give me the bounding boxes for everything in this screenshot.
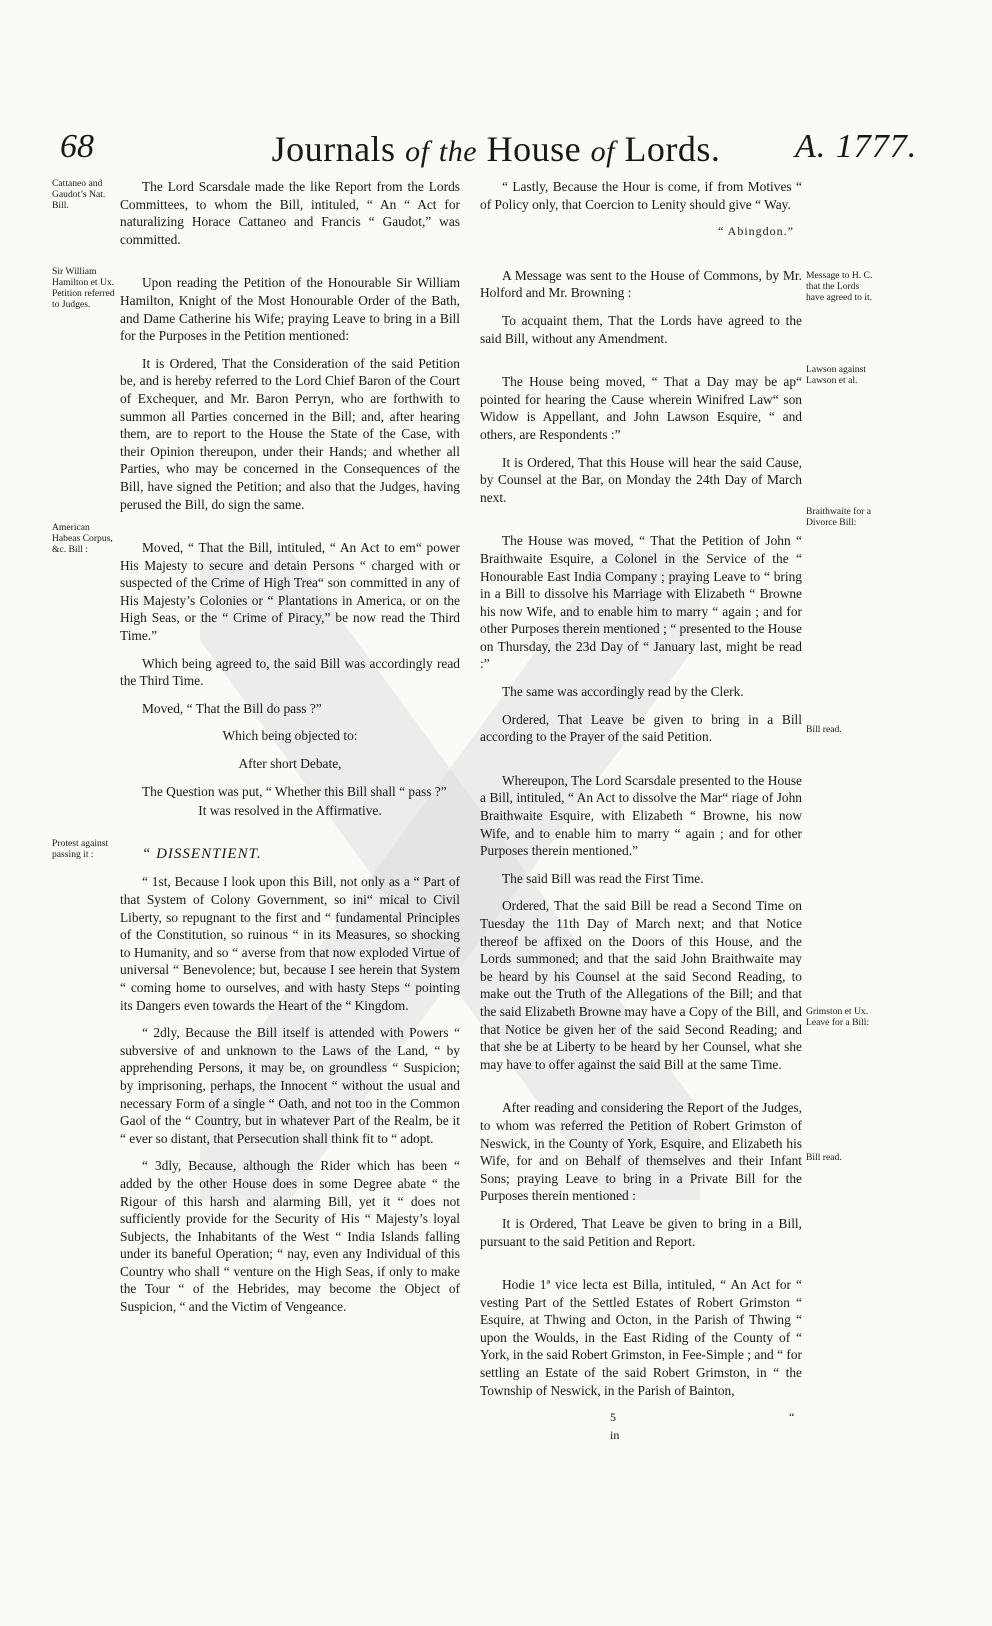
paragraph: To acquaint them, That the Lords have agreed to the said Bill, without any Amendment. xyxy=(480,312,802,346)
page-title: Journals of the House of Lords. xyxy=(271,129,721,169)
margin-note: Message to H. C. that the Lords have agreed to it. xyxy=(806,270,873,303)
paragraph: The House was moved, “ That the Petition of John “ Braithwaite Esquire, a Colonel in the Service of the “ Honourable East India Company ; praying Leave to “ bring in a Bill to dissolve his Marriage with Elizabeth “ Browne his now Wife, and to enable him to marry “ again ; and for other Purposes therein mentioned ; “ presented to the House on Thursday, the 23d Day of “ January last, might be read :” xyxy=(480,533,802,672)
margin-note: Sir William Hamilton et Ux. Petition referred to Judges. xyxy=(52,266,115,310)
paragraph: It was resolved in the Affirmative. xyxy=(198,803,382,819)
margin-note: Protest against passing it : xyxy=(52,838,109,860)
paragraph: Whereupon, The Lord Scarsdale presented to the House a Bill, intituled, “ An Act to dissolve the Mar“ riage of John Braithwaite Esquire, with Elizabeth “ Browne, his now Wife, and to enable him to marry “ again ; and for other Purposes therein mentioned.” xyxy=(480,772,802,859)
paragraph: The Question was put, “ Whether this Bill shall “ pass ?” xyxy=(142,783,447,799)
page-number: 68 xyxy=(60,128,94,165)
paragraph: After short Debate, xyxy=(238,756,342,772)
paragraph: Ordered, That the said Bill be read a Second Time on Tuesday the 11th Day of March next; and that Notice thereof be affixed on the Doors of this House, and the Lords summoned; and that the said John Braithwaite may be heard by his Counsel at the said Second Reading, to make out the Truth of the Allegations of the Bill; and that the said Elizabeth Browne may have a Copy of the Bill, and that Notice be given her of the said Second Reading; and that she be at Liberty to be heard by her Counsel, what she may have to offer against the said Bill at the same Time. xyxy=(480,898,802,1072)
dissentient-heading: “ DISSENTIENT. xyxy=(142,845,262,862)
margin-note: Grimston et Ux. Leave for a Bill: xyxy=(806,1006,870,1028)
paragraph: “ Lastly, Because the Hour is come, if from Motives “ of Policy only, that Coercion to Lenity should give “ Way. xyxy=(480,179,802,212)
left-column xyxy=(120,178,460,1326)
paragraph: Which being objected to: xyxy=(222,728,358,744)
margin-note: Braithwaite for a Divorce Bill: xyxy=(806,506,871,528)
paragraph: The House being moved, “ That a Day may be ap“ pointed for hearing the Cause wherein Winifred Law“ son Widow is Appellant, and John Lawson Esquire, “ and others, are Respondents :” xyxy=(480,374,802,442)
catchword: “ in xyxy=(610,1410,795,1442)
page-footer xyxy=(610,1409,802,1444)
paragraph: After reading and considering the Report of the Judges, to whom was referred the Petition of Robert Grimston of Neswick, in the County of York, Esquire, and Elizabeth his Wife, for and on Behalf of themselves and their Infant Sons; praying Leave to bring in a Private Bill for the Purposes therein mentioned : xyxy=(480,1100,802,1204)
signature: “ Abingdon.” xyxy=(718,224,794,239)
paragraph: It is Ordered, That Leave be given to bring in a Bill, pursuant to the said Petition and Report. xyxy=(480,1215,802,1249)
paragraph: Moved, “ That the Bill, intituled, “ An Act to em“ power His Majesty to secure and detain Persons “ charged with or suspected of the Crime of High Trea“ son committed in any of His Majesty’s Colonies or “ Plantations in America, or on the High Seas, or the “ Crime of Piracy,” be now read the Third Time.” xyxy=(120,540,460,644)
paragraph: Ordered, That Leave be given to bring in a Bill according to the Prayer of the said Petition. xyxy=(480,711,802,745)
margin-note: Cattaneo and Gaudot’s Nat. Bill. xyxy=(52,178,106,211)
paragraph: It is Ordered, That the Consideration of the said Petition be, and is hereby referred to the Lord Chief Baron of the Court of Exchequer, and Mr. Baron Perryn, who are forthwith to summon all Parties concerned in the Bill; and, after hearing them, are to report to the House the State of the Case, with their Opinion thereupon, under their Hands; and whether all Parties, who may be concerned in the Consequences of the Bill, have signed the Petition; and also that the Judges, having perused the Bill, do sign the same. xyxy=(120,355,460,512)
paragraph: “ 1st, Because I look upon this Bill, not only as a “ Part of that System of Colony Government, so ini“ mical to Civil Liberty, so repugnant to the first and “ fundamental Principles of the Constitution, so ruinous “ in its Measures, so shocking to Humanity, and so “ averse from that now exploded Virtue of universal “ Benevolence; but, because I see herein that System “ coming home to ourselves, and with hasty Steps “ pointing its Dangers even towards the Heart of the “ Kingdom. xyxy=(120,874,460,1013)
margin-note: Bill read. xyxy=(806,724,842,735)
paragraph: “ 2dly, Because the Bill itself is attended with Powers “ subversive of and unknown to the Laws of the Land, “ by apprehending Persons, it may be, on groundless “ Suspicion; by imprisoning, perhaps, the Innocent “ without the usual and necessary Form of a single “ Oath, and not too in the Common Gaol of the “ Country, but in whatever Part of the Realm, be it “ ever so distant, that Persecution shall think fit to “ adopt. xyxy=(120,1025,460,1146)
paragraph: Moved, “ That the Bill do pass ?” xyxy=(142,700,322,716)
signature-mark: 5 xyxy=(610,1410,616,1425)
paragraph: A Message was sent to the House of Commons, by Mr. Holford and Mr. Browning : xyxy=(480,267,802,301)
margin-note: Bill read. xyxy=(806,1152,842,1163)
paragraph: Which being agreed to, the said Bill was accordingly read the Third Time. xyxy=(120,655,460,689)
paragraph: It is Ordered, That this House will hear the said Cause, by Counsel at the Bar, on Monday the 24th Day of March next. xyxy=(480,454,802,505)
paragraph: The Lord Scarsdale made the like Report from the Lords Committees, to whom the Bill, intituled, “ An “ Act for naturalizing Horace Cattaneo and Francis “ Gaudot,” was committed. xyxy=(120,179,460,247)
margin-note: Lawson against Lawson et al. xyxy=(806,364,866,386)
paragraph: Hodie 1ª vice lecta est Billa, intituled, “ An Act for “ vesting Part of the Settled Estates of Robert Grimston “ Esquire, at Thwing and Octon, in the Parish of Thwing “ upon the Woulds, in the East Riding of the County of “ York, in the said Robert Grimston, in Fee-Simple ; and “ for settling an Estate of the said Robert Grimston, in “ the Township of Neswick, in the Parish of Bainton, xyxy=(480,1277,802,1398)
right-column xyxy=(480,178,802,1454)
page-year: A. 1777. xyxy=(795,128,918,165)
paragraph: The same was accordingly read by the Clerk. xyxy=(502,684,744,700)
paragraph: The said Bill was read the First Time. xyxy=(502,870,704,886)
paragraph: Upon reading the Petition of the Honourable Sir William Hamilton, Knight of the Most Honourable Order of the Bath, and Dame Catherine his Wife; praying Leave to bring in a Bill for the Purposes in the Petition mentioned: xyxy=(120,275,460,344)
margin-note: American Habeas Corpus, &c. Bill : xyxy=(52,522,113,555)
paragraph: “ 3dly, Because, although the Rider which has been “ added by the other House does in some Degree abate “ the Rigour of this harsh and alarming Bill, yet it “ does not sufficiently provide for the Security of His “ Majesty’s loyal Subjects, the Inhabitants of the West “ India Islands falling under its baneful Operation; “ nay, even any Individual of this Country who shall “ venture on the High Seas, if only to make the Tour “ of the Hebrides, may become the Object of Suspicion, “ and the Victim of Vengeance. xyxy=(120,1158,460,1315)
